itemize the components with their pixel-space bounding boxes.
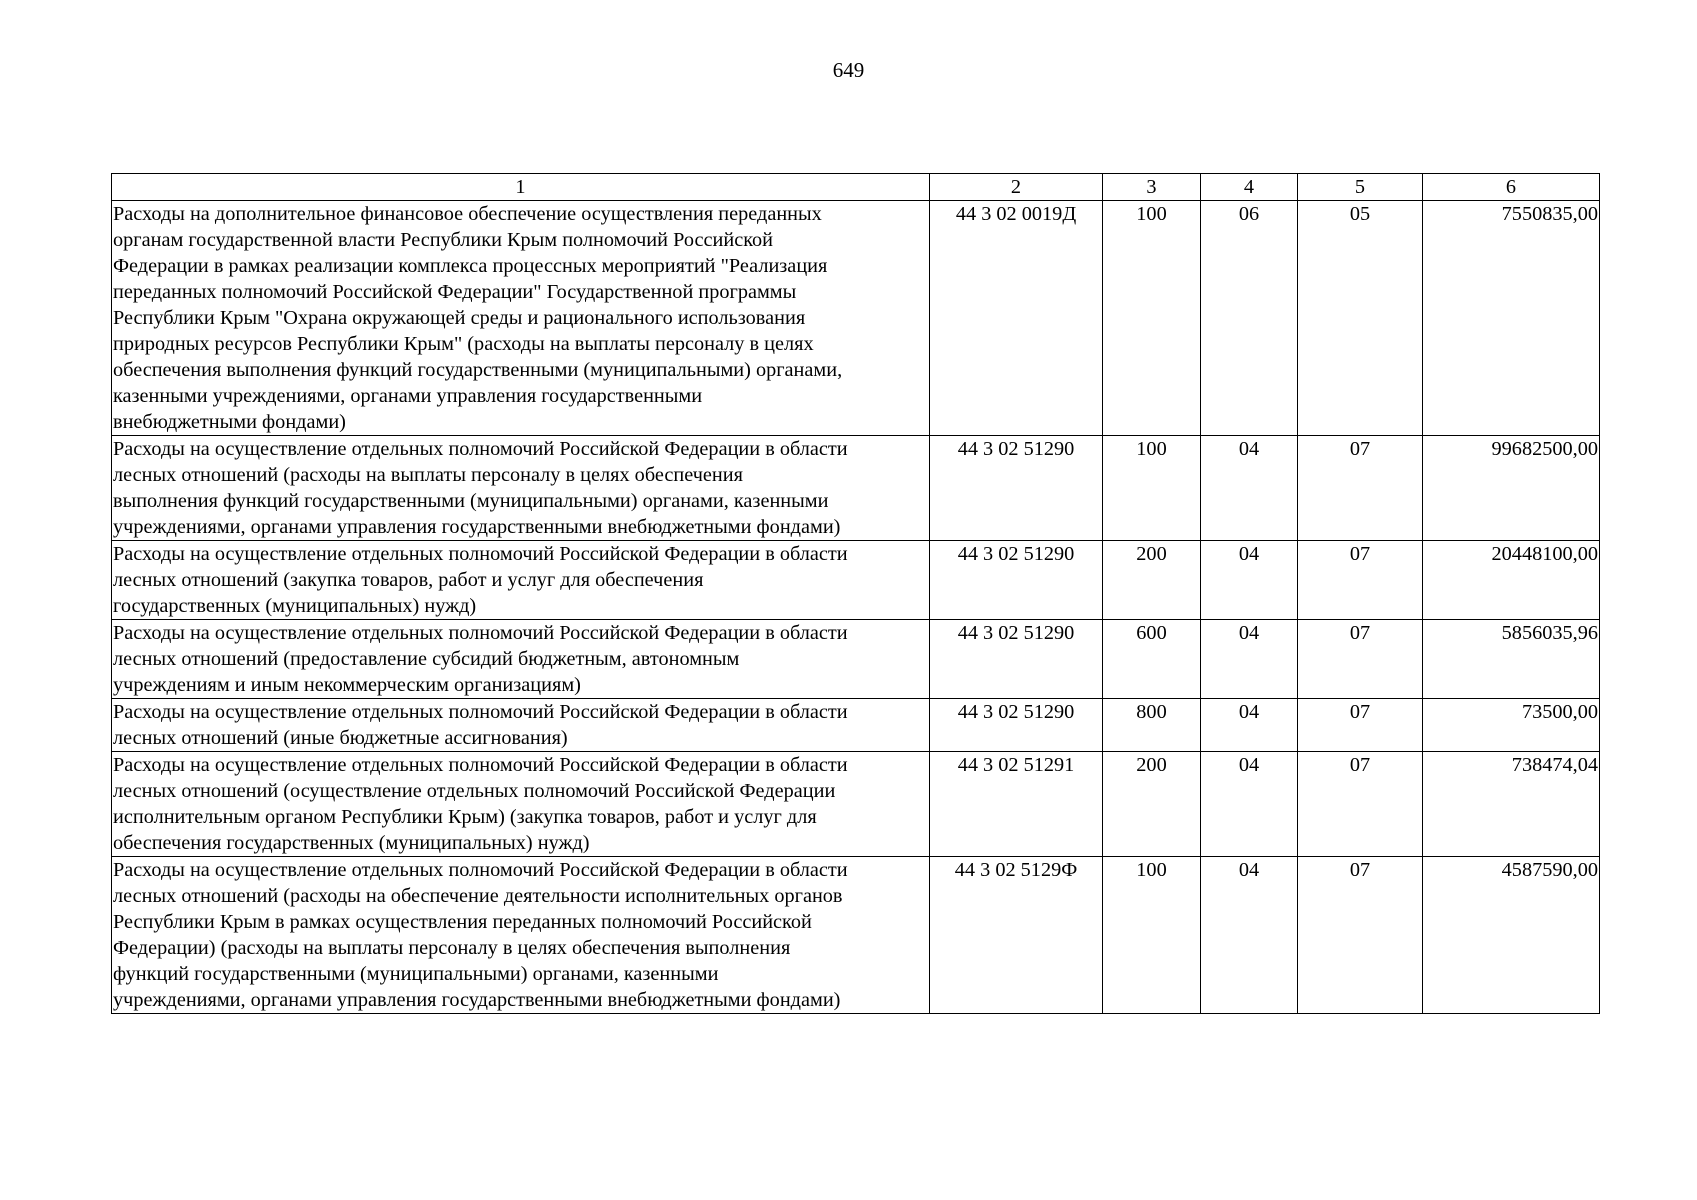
subsection-code: 07 (1298, 541, 1423, 620)
section-code: 04 (1201, 699, 1298, 752)
table-row (112, 436, 1600, 541)
column-header-6: 6 (1423, 174, 1600, 201)
amount-value: 4587590,00 (1423, 857, 1600, 1014)
amount-value: 7550835,00 (1423, 201, 1600, 436)
table-body (112, 201, 1600, 1014)
header-row (112, 174, 1600, 201)
subsection-code: 05 (1298, 201, 1423, 436)
section-code: 04 (1201, 541, 1298, 620)
section-code: 04 (1201, 436, 1298, 541)
section-code: 06 (1201, 201, 1298, 436)
target-article-code: 44 3 02 51290 (930, 436, 1103, 541)
expense-description: Расходы на осуществление отдельных полномочий Российской Федерации в области лесных отношений (осуществление отдельных полномочий Российской Федерации исполнительным органом Республики Крым) (закупка товаров, работ и услуг для обеспечения государственных (муниципальных) нужд) (112, 752, 930, 857)
budget-table (111, 173, 1600, 1014)
expense-description: Расходы на осуществление отдельных полномочий Российской Федерации в области лесных отношений (расходы на выплаты персоналу в целях обеспечения выполнения функций государственными (муниципальными) органами, казенными учреждениями, органами управления государственными внебюджетными фондами) (112, 436, 930, 541)
expense-type-code: 100 (1103, 436, 1201, 541)
expense-description: Расходы на осуществление отдельных полномочий Российской Федерации в области лесных отношений (расходы на обеспечение деятельности исполнительных органов Республики Крым в рамках осуществления переданных полномочий Российской Федерации) (расходы на выплаты персоналу в целях обеспечения выполнения функций государственными (муниципальными) органами, казенными учреждениями, органами управления государственными внебюджетными фондами) (112, 857, 930, 1014)
expense-type-code: 200 (1103, 541, 1201, 620)
table-row (112, 541, 1600, 620)
expense-description: Расходы на осуществление отдельных полномочий Российской Федерации в области лесных отношений (закупка товаров, работ и услуг для обеспечения государственных (муниципальных) нужд) (112, 541, 930, 620)
subsection-code: 07 (1298, 620, 1423, 699)
subsection-code: 07 (1298, 857, 1423, 1014)
page-number: 649 (832, 58, 865, 82)
amount-value: 738474,04 (1423, 752, 1600, 857)
table-row (112, 620, 1600, 699)
table-row (112, 201, 1600, 436)
expense-type-code: 100 (1103, 857, 1201, 1014)
target-article-code: 44 3 02 51290 (930, 620, 1103, 699)
column-header-2: 2 (930, 174, 1103, 201)
column-header-3: 3 (1103, 174, 1201, 201)
target-article-code: 44 3 02 51290 (930, 541, 1103, 620)
expense-type-code: 800 (1103, 699, 1201, 752)
subsection-code: 07 (1298, 752, 1423, 857)
amount-value: 73500,00 (1423, 699, 1600, 752)
table-row (112, 699, 1600, 752)
target-article-code: 44 3 02 51290 (930, 699, 1103, 752)
section-code: 04 (1201, 620, 1298, 699)
amount-value: 20448100,00 (1423, 541, 1600, 620)
target-article-code: 44 3 02 0019Д (930, 201, 1103, 436)
expense-description: Расходы на дополнительное финансовое обеспечение осуществления переданных органам государственной власти Республики Крым полномочий Российской Федерации в рамках реализации комплекса процессных мероприятий "Реализация переданных полномочий Российской Федерации" Государственной программы Республики Крым "Охрана окружающей среды и рационального использования природных ресурсов Республики Крым" (расходы на выплаты персоналу в целях обеспечения выполнения функций государственными (муниципальными) органами, казенными учреждениями, органами управления государственными внебюджетными фондами) (112, 201, 930, 436)
table-row (112, 752, 1600, 857)
section-code: 04 (1201, 752, 1298, 857)
expense-description: Расходы на осуществление отдельных полномочий Российской Федерации в области лесных отношений (иные бюджетные ассигнования) (112, 699, 930, 752)
section-code: 04 (1201, 857, 1298, 1014)
column-header-4: 4 (1201, 174, 1298, 201)
table-header (112, 174, 1600, 201)
target-article-code: 44 3 02 51291 (930, 752, 1103, 857)
amount-value: 99682500,00 (1423, 436, 1600, 541)
subsection-code: 07 (1298, 436, 1423, 541)
column-header-1: 1 (112, 174, 930, 201)
amount-value: 5856035,96 (1423, 620, 1600, 699)
target-article-code: 44 3 02 5129Ф (930, 857, 1103, 1014)
column-header-5: 5 (1298, 174, 1423, 201)
expense-type-code: 200 (1103, 752, 1201, 857)
subsection-code: 07 (1298, 699, 1423, 752)
table-row (112, 857, 1600, 1014)
expense-type-code: 100 (1103, 201, 1201, 436)
expense-description: Расходы на осуществление отдельных полномочий Российской Федерации в области лесных отношений (предоставление субсидий бюджетным, автономным учреждениям и иным некоммерческим организациям) (112, 620, 930, 699)
expense-type-code: 600 (1103, 620, 1201, 699)
